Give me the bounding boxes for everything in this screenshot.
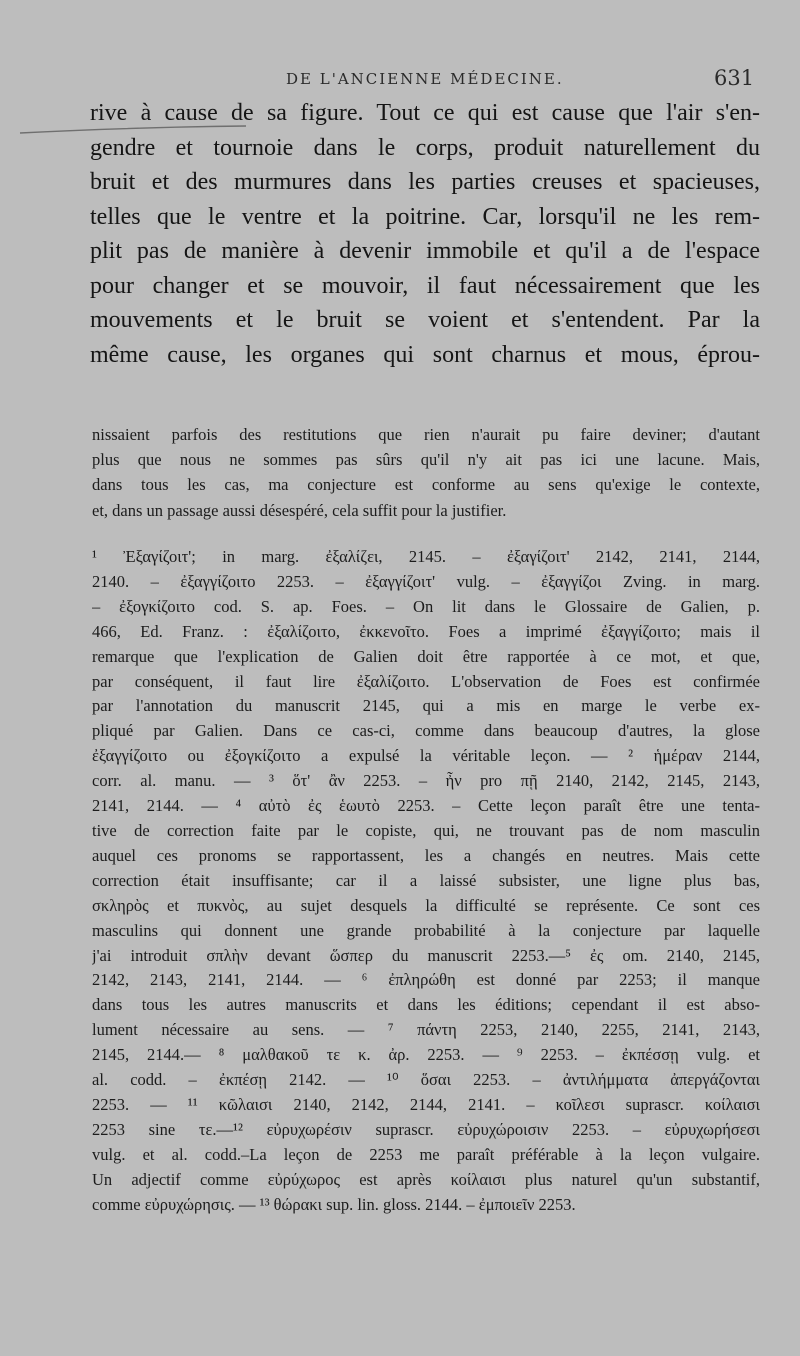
- footnote-line: remarque que l'explication de Galien doit être rapportée à ce mot, et que,: [92, 646, 760, 666]
- footnote-line: – ἐξογκίζοιτο cod. S. ap. Foes. – On lit dans le Glossaire de Galien, p.: [92, 596, 760, 616]
- footnote-line: 2253 sine τε.—¹² εὐρυχωρέσιν suprascr. εὐρυχώροισιν 2253. – εὐρυχωρήσεσι: [92, 1119, 760, 1139]
- footnote-line: masculins qui donnent une grande probabilité à la conjecture par laquelle: [92, 920, 760, 940]
- footnote-line: pliqué par Galien. Dans ce cas-ci, comme dans beaucoup d'autres, la glose: [92, 721, 760, 741]
- footnote-line: auquel ces pronoms se rapportassent, les a changés en neutres. Mais cette: [92, 845, 760, 865]
- footnote-line: et, dans un passage aussi désespéré, cela suffit pour la justifier.: [92, 500, 507, 520]
- footnote-line: correction était insuffisante; car il a laissé subsister, une ligne plus bas,: [92, 870, 760, 890]
- footnote-line: vulg. et al. codd.–La leçon de 2253 me paraît préférable à la leçon vulgaire.: [92, 1144, 760, 1164]
- footnotes: [92, 545, 760, 1217]
- page-number: 631: [714, 66, 755, 90]
- footnote-line: par conséquent, il faut lire ἐξαλίζοιτο. L'observation de Foes est confirmée: [92, 671, 760, 691]
- main-line: gendre et tournoie dans le corps, produit naturellement du: [90, 134, 760, 161]
- footnote-line: par l'annotation du manuscrit 2145, qui a mis en marge le verbe ex-: [92, 696, 760, 716]
- footnote-line: al. codd. – ἐκπέσῃ 2142. — ¹⁰ ὅσαι 2253. – ἀντιλήμματα ἀπεργάζονται: [92, 1070, 760, 1090]
- main-line: rive à cause de sa figure. Tout ce qui est cause que l'air s'en-: [90, 100, 760, 126]
- main-line: telles que le ventre et la poitrine. Car, lorsqu'il ne les rem-: [90, 203, 760, 230]
- footnote-line: 466, Ed. Franz. : ἐξαλίζοιτο, ἐκκενοῖτο. Foes a imprimé ἐξαγγίζοιτο; mais il: [92, 621, 760, 641]
- footnote-line: σκληρὸς et πυκνὸς, au sujet desquels la difficulté se représente. Ce sont ces: [92, 895, 760, 915]
- footnote-line: 2145, 2144.— ⁸ μαλθακοῦ τε κ. ἀρ. 2253. — ⁹ 2253. – ἐκπέσσῃ vulg. et: [92, 1045, 760, 1065]
- main-line: plit pas de manière à devenir immobile et qu'il a de l'espace: [90, 238, 760, 264]
- footnote-line: Un adjectif comme εὐρύχωρος est après κοίλαισι plus naturel qu'un substantif,: [92, 1169, 760, 1189]
- footnote-line: dans tous les autres manuscrits et dans les éditions; cependant il est abso-: [92, 995, 760, 1015]
- footnote-line: comme εὐρυχώρησις. — ¹³ θώρακι sup. lin. gloss. 2144. – ἐμποιεῖν 2253.: [92, 1194, 576, 1214]
- footnote-line: lument nécessaire au sens. — ⁷ πάντη 2253, 2140, 2255, 2141, 2143,: [92, 1020, 760, 1040]
- main-line: pour changer et se mouvoir, il faut nécessairement que les: [90, 272, 760, 299]
- main-line: bruit et des murmures dans les parties creuses et spacieuses,: [90, 169, 760, 195]
- footnote-line: tive de correction faite par le copiste, qui, ne trouvant pas de nom masculin: [92, 820, 760, 840]
- footnote-line: 2253. — ¹¹ κῶλαισι 2140, 2142, 2144, 2141. – κοῖλεσι suprascr. κοίλαισι: [92, 1094, 760, 1114]
- footnote-line: j'ai introduit σπλὴν devant ὥσπερ du manuscrit 2253.—⁵ ἐς om. 2140, 2145,: [92, 945, 760, 965]
- footnote-line: 2140. – ἐξαγγίζοιτο 2253. – ἐξαγγίζοιτ' vulg. – ἐξαγγίζοι Zving. in marg.: [92, 571, 760, 591]
- main-line: mouvements et le bruit se voient et s'entendent. Par la: [90, 307, 760, 333]
- footnote-continuation: [92, 422, 760, 523]
- footnote-line: ἐξαγγίζοιτο ou ἐξογκίζοιτο a expulsé la véritable leçon. — ² ἡμέραν 2144,: [92, 746, 760, 766]
- footnote-line: 2142, 2143, 2141, 2144. — ⁶ ἐπληρώθη est donné par 2253; il manque: [92, 970, 760, 990]
- main-line: même cause, les organes qui sont charnus et mous, éprou-: [90, 341, 760, 368]
- footnote-line: corr. al. manu. — ³ ὅτ' ἂν 2253. – ἦν pro πῇ 2140, 2142, 2145, 2143,: [92, 771, 760, 791]
- running-head: DE L'ANCIENNE MÉDECINE.: [286, 70, 564, 88]
- footnote-line: dans tous les cas, ma conjecture est conforme au sens qu'exige le contexte,: [92, 475, 760, 495]
- main-text: [90, 96, 760, 372]
- footnote-line: nissaient parfois des restitutions que rien n'aurait pu faire deviner; d'autant: [92, 425, 760, 444]
- footnote-line: 2141, 2144. — ⁴ αὐτὸ ἐς ἑωυτὸ 2253. – Cette leçon paraît être une tenta-: [92, 796, 760, 816]
- footnote-line: ¹ Ἐξαγίζοιτ'; in marg. ἐξαλίζει, 2145. – ἐξαγίζοιτ' 2142, 2141, 2144,: [92, 547, 760, 566]
- footnote-line: plus que nous ne sommes pas sûrs qu'il n'y ait pas ici une lacune. Mais,: [92, 450, 760, 470]
